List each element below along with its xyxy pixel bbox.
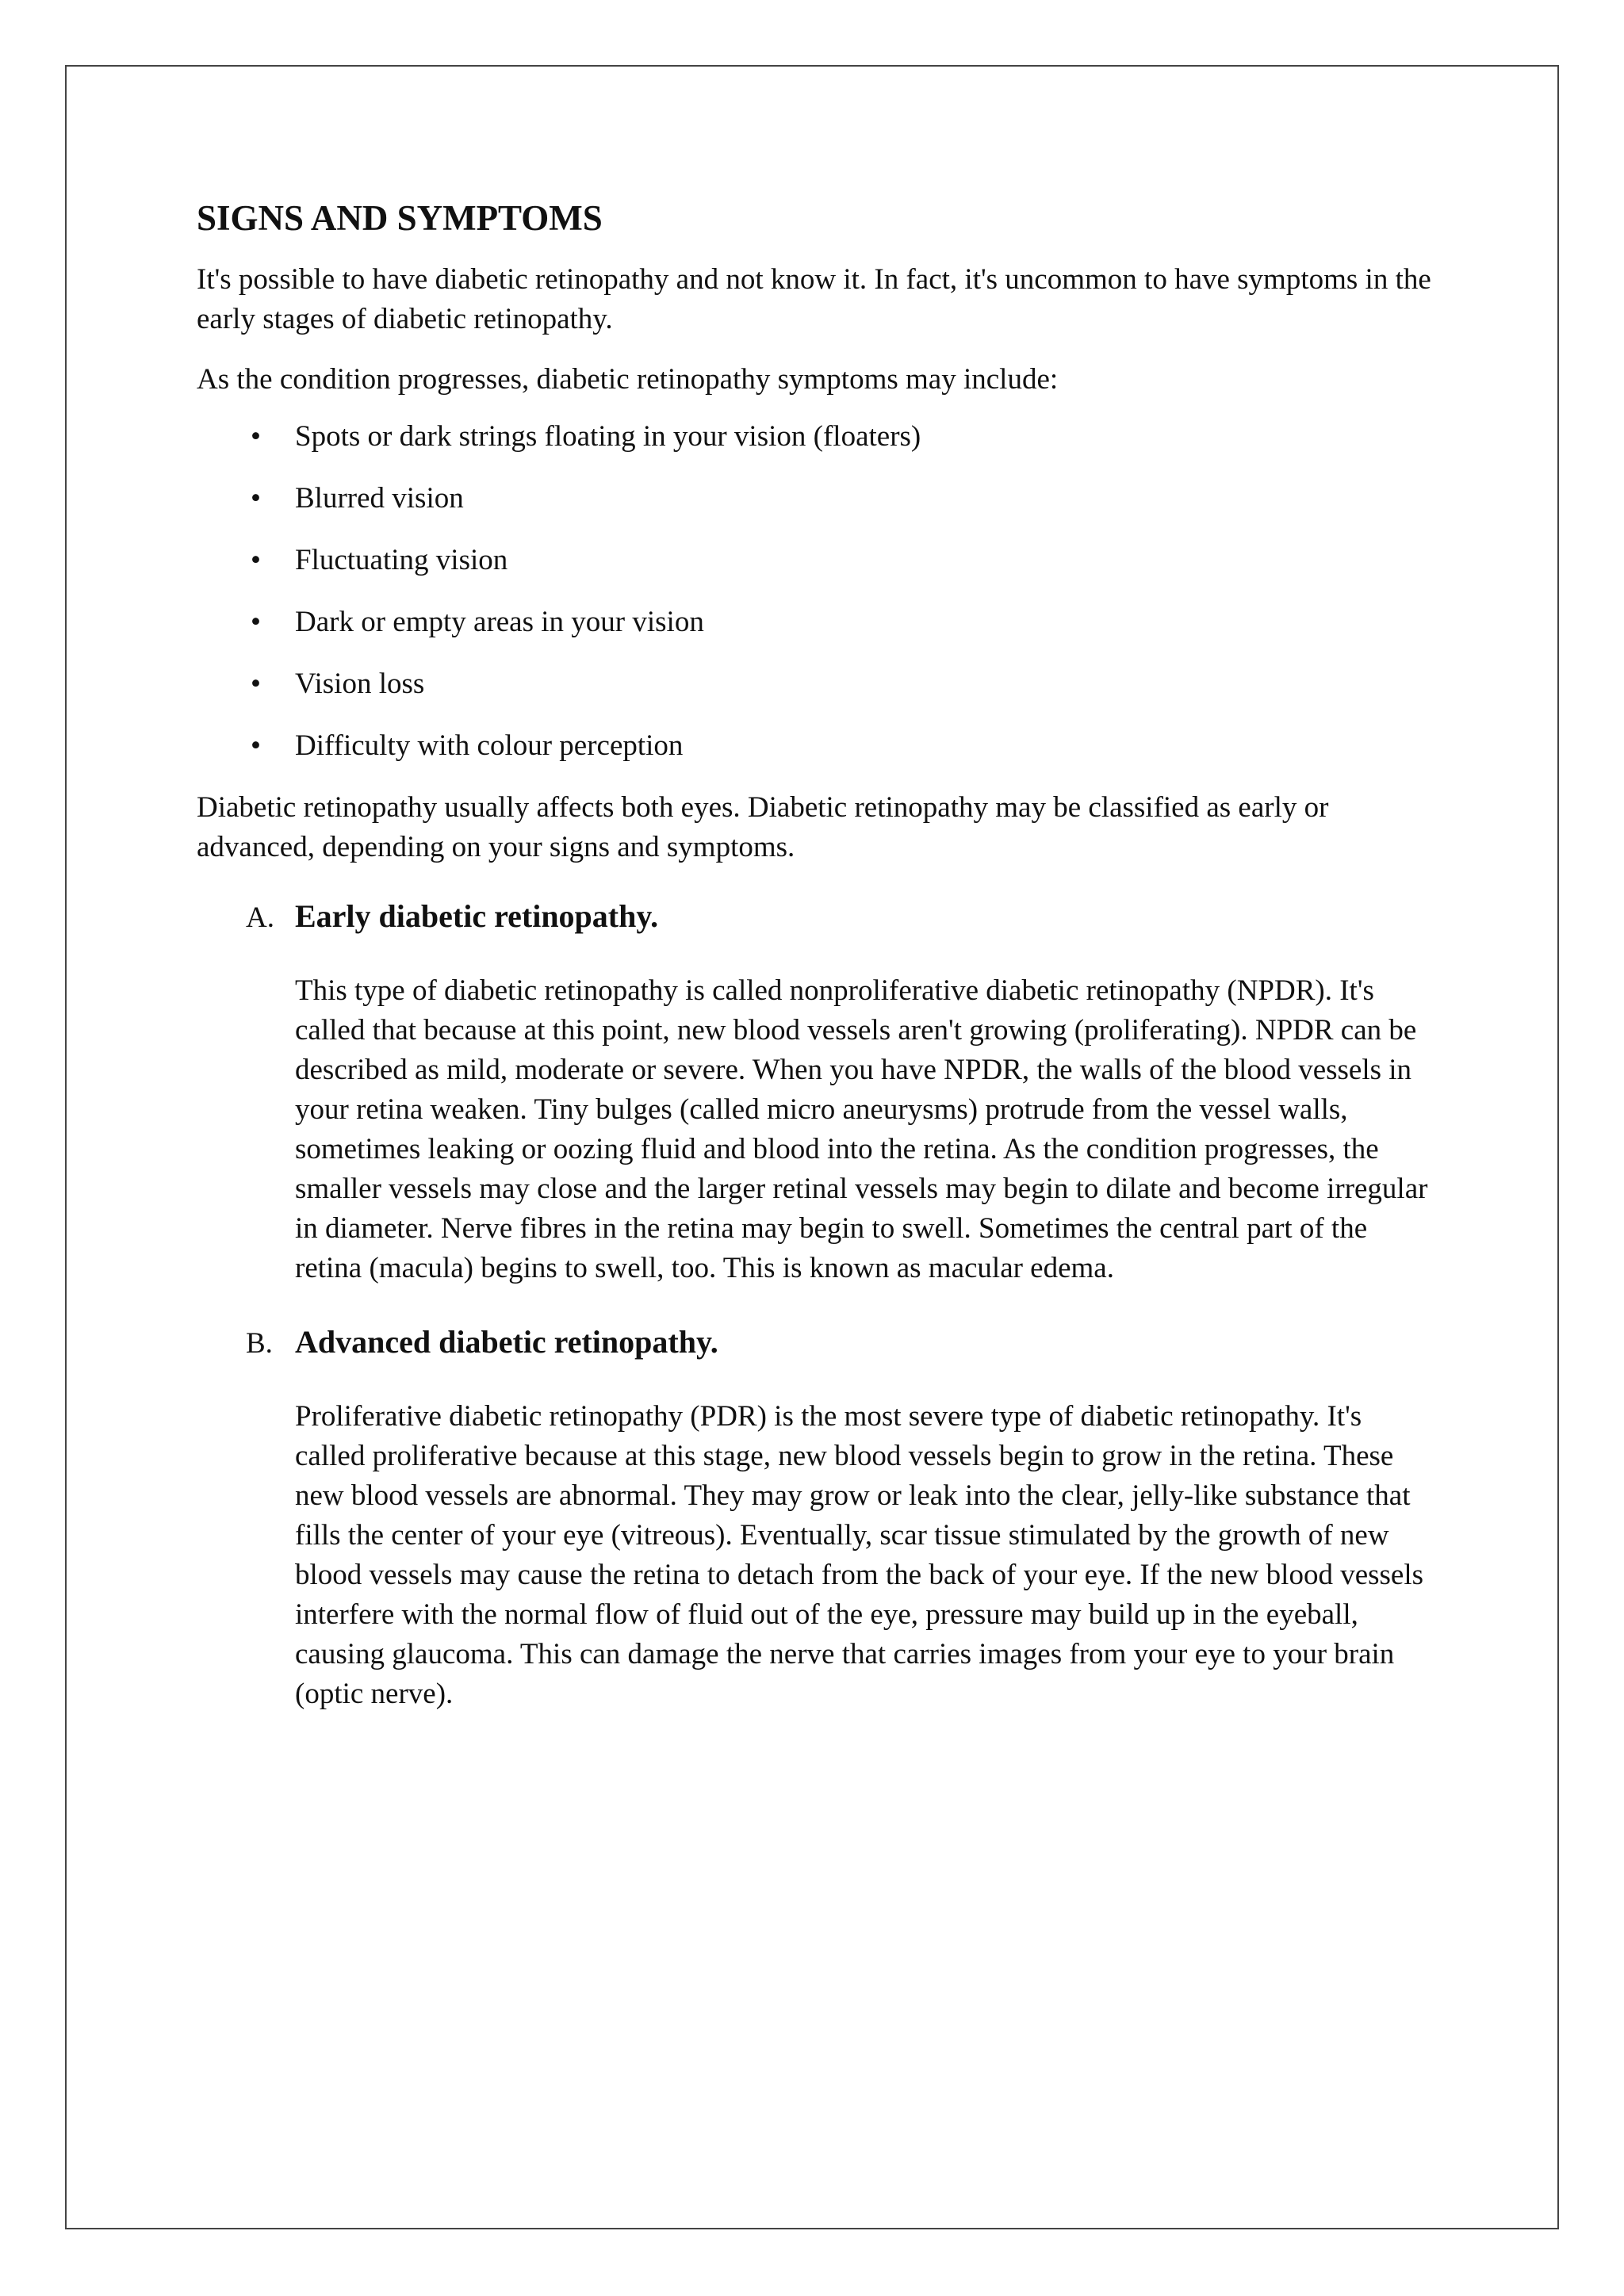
section-title: Early diabetic retinopathy. bbox=[295, 898, 659, 934]
page-title: SIGNS AND SYMPTOMS bbox=[197, 198, 603, 238]
section-letter: A. bbox=[246, 901, 274, 934]
list-item bbox=[197, 541, 1434, 580]
symptom-text: Fluctuating vision bbox=[295, 544, 508, 576]
section-letter: B. bbox=[246, 1327, 273, 1360]
symptoms-list bbox=[197, 417, 1434, 766]
list-item bbox=[197, 603, 1434, 642]
symptom-text: Difficulty with colour perception bbox=[295, 729, 684, 762]
section-title: Advanced diabetic retinopathy. bbox=[295, 1324, 718, 1360]
section-body: Proliferative diabetic retinopathy (PDR) is the most severe type of diabetic retinopathy. It's called proliferative because at this stage, new blood vessels begin to grow in the retina. These new blood vessels are abnormal. They may grow or leak into the clear, jelly-like substance that fills the center of your eye (vitreous). Eventually, scar tissue stimulated by the growth of new blood vessels may cause the retina to detach from the back of your eye. If the new blood vessels interfere with the normal flow of fluid out of the eye, pressure may build up in the eyeball, causing glaucoma. This can damage the nerve that carries images from your eye to your brain (optic nerve). bbox=[295, 1400, 1424, 1710]
bullet-icon: • bbox=[251, 729, 261, 762]
list-item bbox=[197, 417, 1434, 457]
document-content bbox=[197, 197, 1434, 1749]
list-item bbox=[197, 664, 1434, 704]
symptom-text: Blurred vision bbox=[295, 482, 464, 515]
list-item bbox=[197, 479, 1434, 519]
bullet-icon: • bbox=[251, 668, 261, 700]
section-body: This type of diabetic retinopathy is called nonproliferative diabetic retinopathy (NPDR). It's called that because at this point, new blood vessels aren't growing (proliferating). NPDR can be described as mild, moderate or severe. When you have NPDR, the walls of the blood vessels in your retina weaken. Tiny bulges (called micro aneurysms) protrude from the vessel walls, sometimes leaking or oozing fluid and blood into the retina. As the condition progresses, the smaller vessels may close and the larger retinal vessels may begin to dilate and become irregular in diameter. Nerve fibres in the retina may begin to swell. Sometimes the central part of the retina (macula) begins to swell, too. This is known as macular edema. bbox=[295, 974, 1428, 1284]
summary-paragraph: Diabetic retinopathy usually affects both eyes. Diabetic retinopathy may be classified as early or advanced, depending on your signs and symptoms. bbox=[197, 791, 1329, 863]
section-heading bbox=[246, 1323, 1434, 1360]
symptom-text: Dark or empty areas in your vision bbox=[295, 606, 704, 638]
bullet-icon: • bbox=[251, 606, 261, 638]
section-heading bbox=[246, 897, 1434, 935]
list-item bbox=[197, 726, 1434, 766]
bullet-icon: • bbox=[251, 420, 261, 453]
bullet-icon: • bbox=[251, 482, 261, 515]
intro-paragraph: It's possible to have diabetic retinopathy and not know it. In fact, it's uncommon to have symptoms in the early stages of diabetic retinopathy. bbox=[197, 263, 1431, 335]
symptoms-lead: As the condition progresses, diabetic retinopathy symptoms may include: bbox=[197, 363, 1059, 396]
section-advanced bbox=[246, 1323, 1434, 1714]
bullet-icon: • bbox=[251, 544, 261, 576]
symptom-text: Spots or dark strings floating in your vision (floaters) bbox=[295, 420, 921, 453]
symptom-text: Vision loss bbox=[295, 668, 425, 700]
section-early bbox=[246, 897, 1434, 1288]
